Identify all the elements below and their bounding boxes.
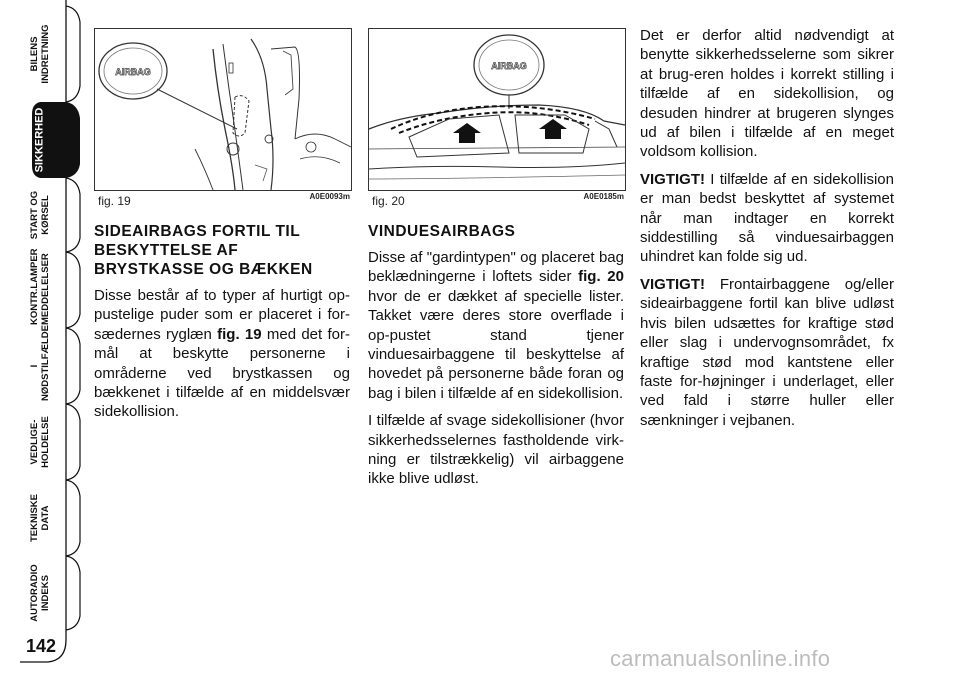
column-1: [94, 222, 350, 430]
tab-i-nodstilfaelde[interactable]: I NØDSTILFÆLDE: [29, 325, 51, 401]
figure-20: [368, 28, 626, 212]
figure-19-illustration: [94, 28, 352, 191]
column-2: [368, 222, 624, 497]
paragraph-sikkerhedsseler: Det er derfor altid nødvendigt at benytte sikkerhedsselerne som sikrer at brug-eren holdes i korrekt stilling i tilfælde af en sidekollision, og desuden hindrer at brugeren slynges ud af bilen i tilfælde af en meget voldsom kollision.: [640, 27, 894, 161]
tab-kontrollamper[interactable]: KONTR.LAMPER MEDDELELSER: [29, 248, 51, 325]
warning-label: VIGTIGT!: [640, 170, 705, 188]
fig19-airbag-badge: AIRBAG: [115, 67, 151, 77]
section-heading-vinduesairbags: VINDUESAIRBAGS: [368, 223, 516, 240]
section-heading-sideairbags: SIDEAIRBAGS FORTIL TIL BESKYTTELSE AF BRYSTKASSE OG BÆKKEN: [94, 223, 313, 278]
figure-ref-19[interactable]: fig. 19: [217, 325, 262, 343]
tab-vedligeholdelse[interactable]: VEDLIGE- HOLDELSE: [29, 416, 51, 468]
column-3: [640, 26, 894, 438]
watermark: carmanualsonline.info: [610, 646, 831, 671]
paragraph-vigtigt-2: [640, 275, 894, 430]
fig20-arrow-rear: [539, 119, 567, 139]
paragraph-vigtigt-1: [640, 170, 894, 267]
tab-bilens-indretning[interactable]: BILENS INDRETNING: [29, 24, 51, 84]
figure-20-caption: fig. 20: [372, 194, 405, 208]
page-number: 142: [25, 636, 57, 656]
figure-19-code: A0E0093m: [309, 192, 350, 201]
figure-20-code: A0E0185m: [583, 192, 624, 201]
text-run: hvor de er dækket af specielle lister. Takket være deres store overflade i op-pustet stand tjener vinduesairbaggene til beskyttelse af hovedet på personerne både foran og bag i bilen i tilfælde af en sidekollision.: [368, 287, 624, 402]
text-run: Disse består af to typer af hurtigt op-pustelige puder som er placeret i for-sædernes ryglæn: [94, 287, 350, 343]
paragraph-svage-sidekollisioner: I tilfælde af svage sidekollisioner (hvor sikkerhedsselernes fastholdende virk-ning er tilstrækkelig) vil airbaggene ikke blive udløst.: [368, 412, 624, 488]
text-run: Frontairbaggene og/eller sideairbaggene fortil kan blive udløst hvis bilen udsættes for kraftige stød eller slag i undervognsområdet, fx kraftige stød mod kantstene eller faste for-højninger i underlaget, eller ved fald i større huller eller sænkninger i vejbanen.: [640, 275, 894, 429]
paragraph-vinduesairbags: [368, 248, 624, 403]
figure-ref-20[interactable]: fig. 20: [578, 268, 624, 286]
fig20-arrow-front: [453, 123, 481, 143]
text-run: med det for-mål at beskytte personerne i områderne ved brystkassen og bækkenet i tilfælde af en middelsvær sidekollision.: [94, 325, 350, 421]
text-run: I tilfælde af en sidekollision er man bedst beskyttet af systemet når man indtager en korrekt siddestilling så vinduesairbaggen uhindret kan folde sig ud.: [640, 170, 894, 266]
warning-label: VIGTIGT!: [640, 275, 705, 293]
chapter-tabs-sidebar: [0, 0, 82, 677]
tab-tekniske-data[interactable]: TEKNISKE DATA: [29, 493, 51, 543]
tab-autoradio-indeks[interactable]: AUTORADIO INDEKS: [29, 564, 51, 622]
tab-sikkerhed[interactable]: SIKKERHED: [33, 107, 46, 173]
tab-start-og-korsel[interactable]: START OG KØRSEL: [29, 190, 51, 240]
figure-19: [94, 28, 352, 212]
text-run: Disse af "gardintypen" og placeret bag beklædningerne i loftets sider: [368, 249, 624, 286]
fig20-airbag-badge: AIRBAG: [491, 61, 527, 71]
figure-20-illustration: [368, 28, 626, 191]
paragraph-sideairbags: [94, 286, 350, 422]
figure-19-caption: fig. 19: [98, 194, 131, 208]
